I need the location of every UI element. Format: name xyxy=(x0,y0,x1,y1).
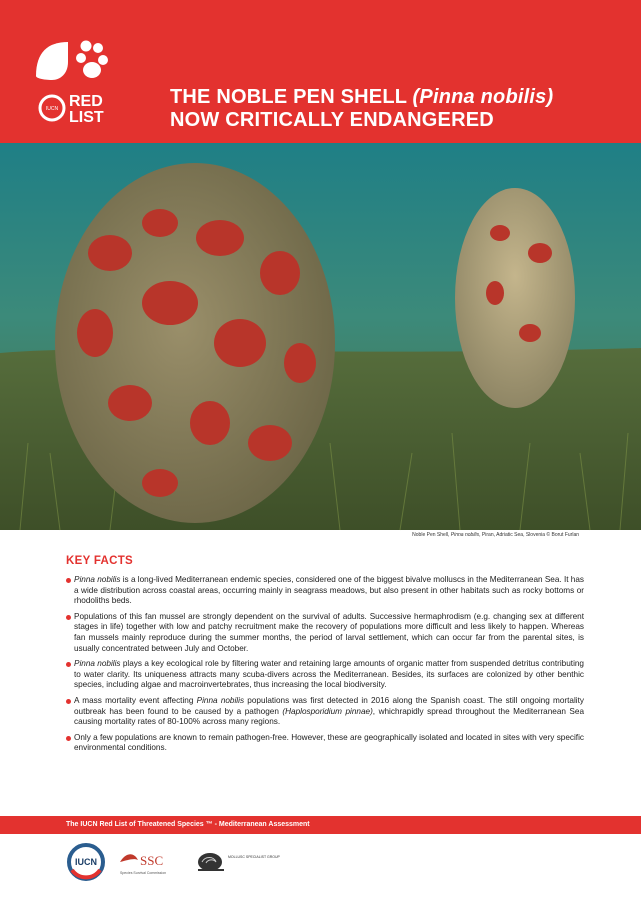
logo-iucn-small: IUCN xyxy=(45,106,59,112)
droplet-icon xyxy=(36,42,68,80)
svg-text:MOLLUSC SPECIALIST GROUP: MOLLUSC SPECIALIST GROUP xyxy=(228,855,280,859)
pen-shell-photo xyxy=(0,143,641,530)
bullet-icon xyxy=(66,578,71,583)
photo-caption: Noble Pen Shell, Pinna nobilis, Piran, Adriatic Sea, Slovenia © Borut Furlan xyxy=(412,532,579,538)
iucn-logo xyxy=(66,842,106,882)
bullet-icon xyxy=(66,736,71,741)
key-fact-item: Only a few populations are known to remain pathogen-free. However, these are geographically isolated and located in sites with very specific environmental conditions. xyxy=(66,733,584,754)
svg-text:IUCN: IUCN xyxy=(75,857,97,867)
ssc-logo xyxy=(116,848,186,878)
key-fact-item: Pinna nobilis plays a key ecological role by filtering water and retaining large amounts of organic matter from suspended detritus contributing to water clarity. Its uniqueness attracts many scuba-divers across the Mediterranean. Besides, its surfaces are colonized by other benthic species, including algae and macroinvertebrates, thus increasing the local biodiversity. xyxy=(66,659,584,691)
key-fact-item: Pinna nobilis is a long-lived Mediterranean endemic species, considered one of the biggest bivalve molluscs in the Mediterranean Sea. It has a wide distribution across coastal areas, occurring mainly in seagrass meadows, but also present in other habitats such as rocky bottoms or rhodoliths beds. xyxy=(66,575,584,607)
svg-text:SSC: SSC xyxy=(140,853,164,868)
ssc-bird-icon xyxy=(120,854,138,862)
mollusc-specialist-group-logo xyxy=(196,846,280,876)
key-facts-list xyxy=(66,575,584,759)
small-shell xyxy=(455,188,575,408)
snail-shell-icon xyxy=(198,853,222,871)
key-facts-heading: KEY FACTS xyxy=(66,555,134,567)
key-fact-item: A mass mortality event affecting Pinna nobilis populations was first detected in 2016 along the Spanish coast. The still ongoing mortality outbreak has been found to be caused by a pathogen (Haplosporidium pinnae), whichrapidly spread throughout the Mediterranean Sea causing mortality rates of 80-100% across many regions. xyxy=(66,696,584,728)
bullet-icon xyxy=(66,699,71,704)
title-line-2: NOW CRITICALLY ENDANGERED xyxy=(170,109,494,131)
logo-red: RED xyxy=(69,93,103,110)
red-list-logo xyxy=(30,38,150,138)
paw-icon xyxy=(76,41,108,79)
page-title xyxy=(170,86,620,132)
header-banner xyxy=(0,0,641,143)
svg-text:Species Survival Commission: Species Survival Commission xyxy=(120,871,167,875)
title-line-1: THE NOBLE PEN SHELL (Pinna nobilis) xyxy=(170,86,554,108)
footer-band-text: The IUCN Red List of Threatened Species ™ - Mediterranean Assessment xyxy=(66,821,310,828)
bullet-icon xyxy=(66,615,71,620)
bullet-icon xyxy=(66,662,71,667)
key-fact-item: Populations of this fan mussel are strongly dependent on the survival of adults. Successive hermaphrodism (e.g. changing sex at different stages in life) together with low and patchy recruitment make the recovery of populations more difficult and less likely to happen. Whereas fan mussels mainly reproduce during the summer months, the period of larval settlement, which can occur far from the parental sites, is usually concentrated between July and October. xyxy=(66,612,584,654)
logo-list: LIST xyxy=(69,109,104,126)
